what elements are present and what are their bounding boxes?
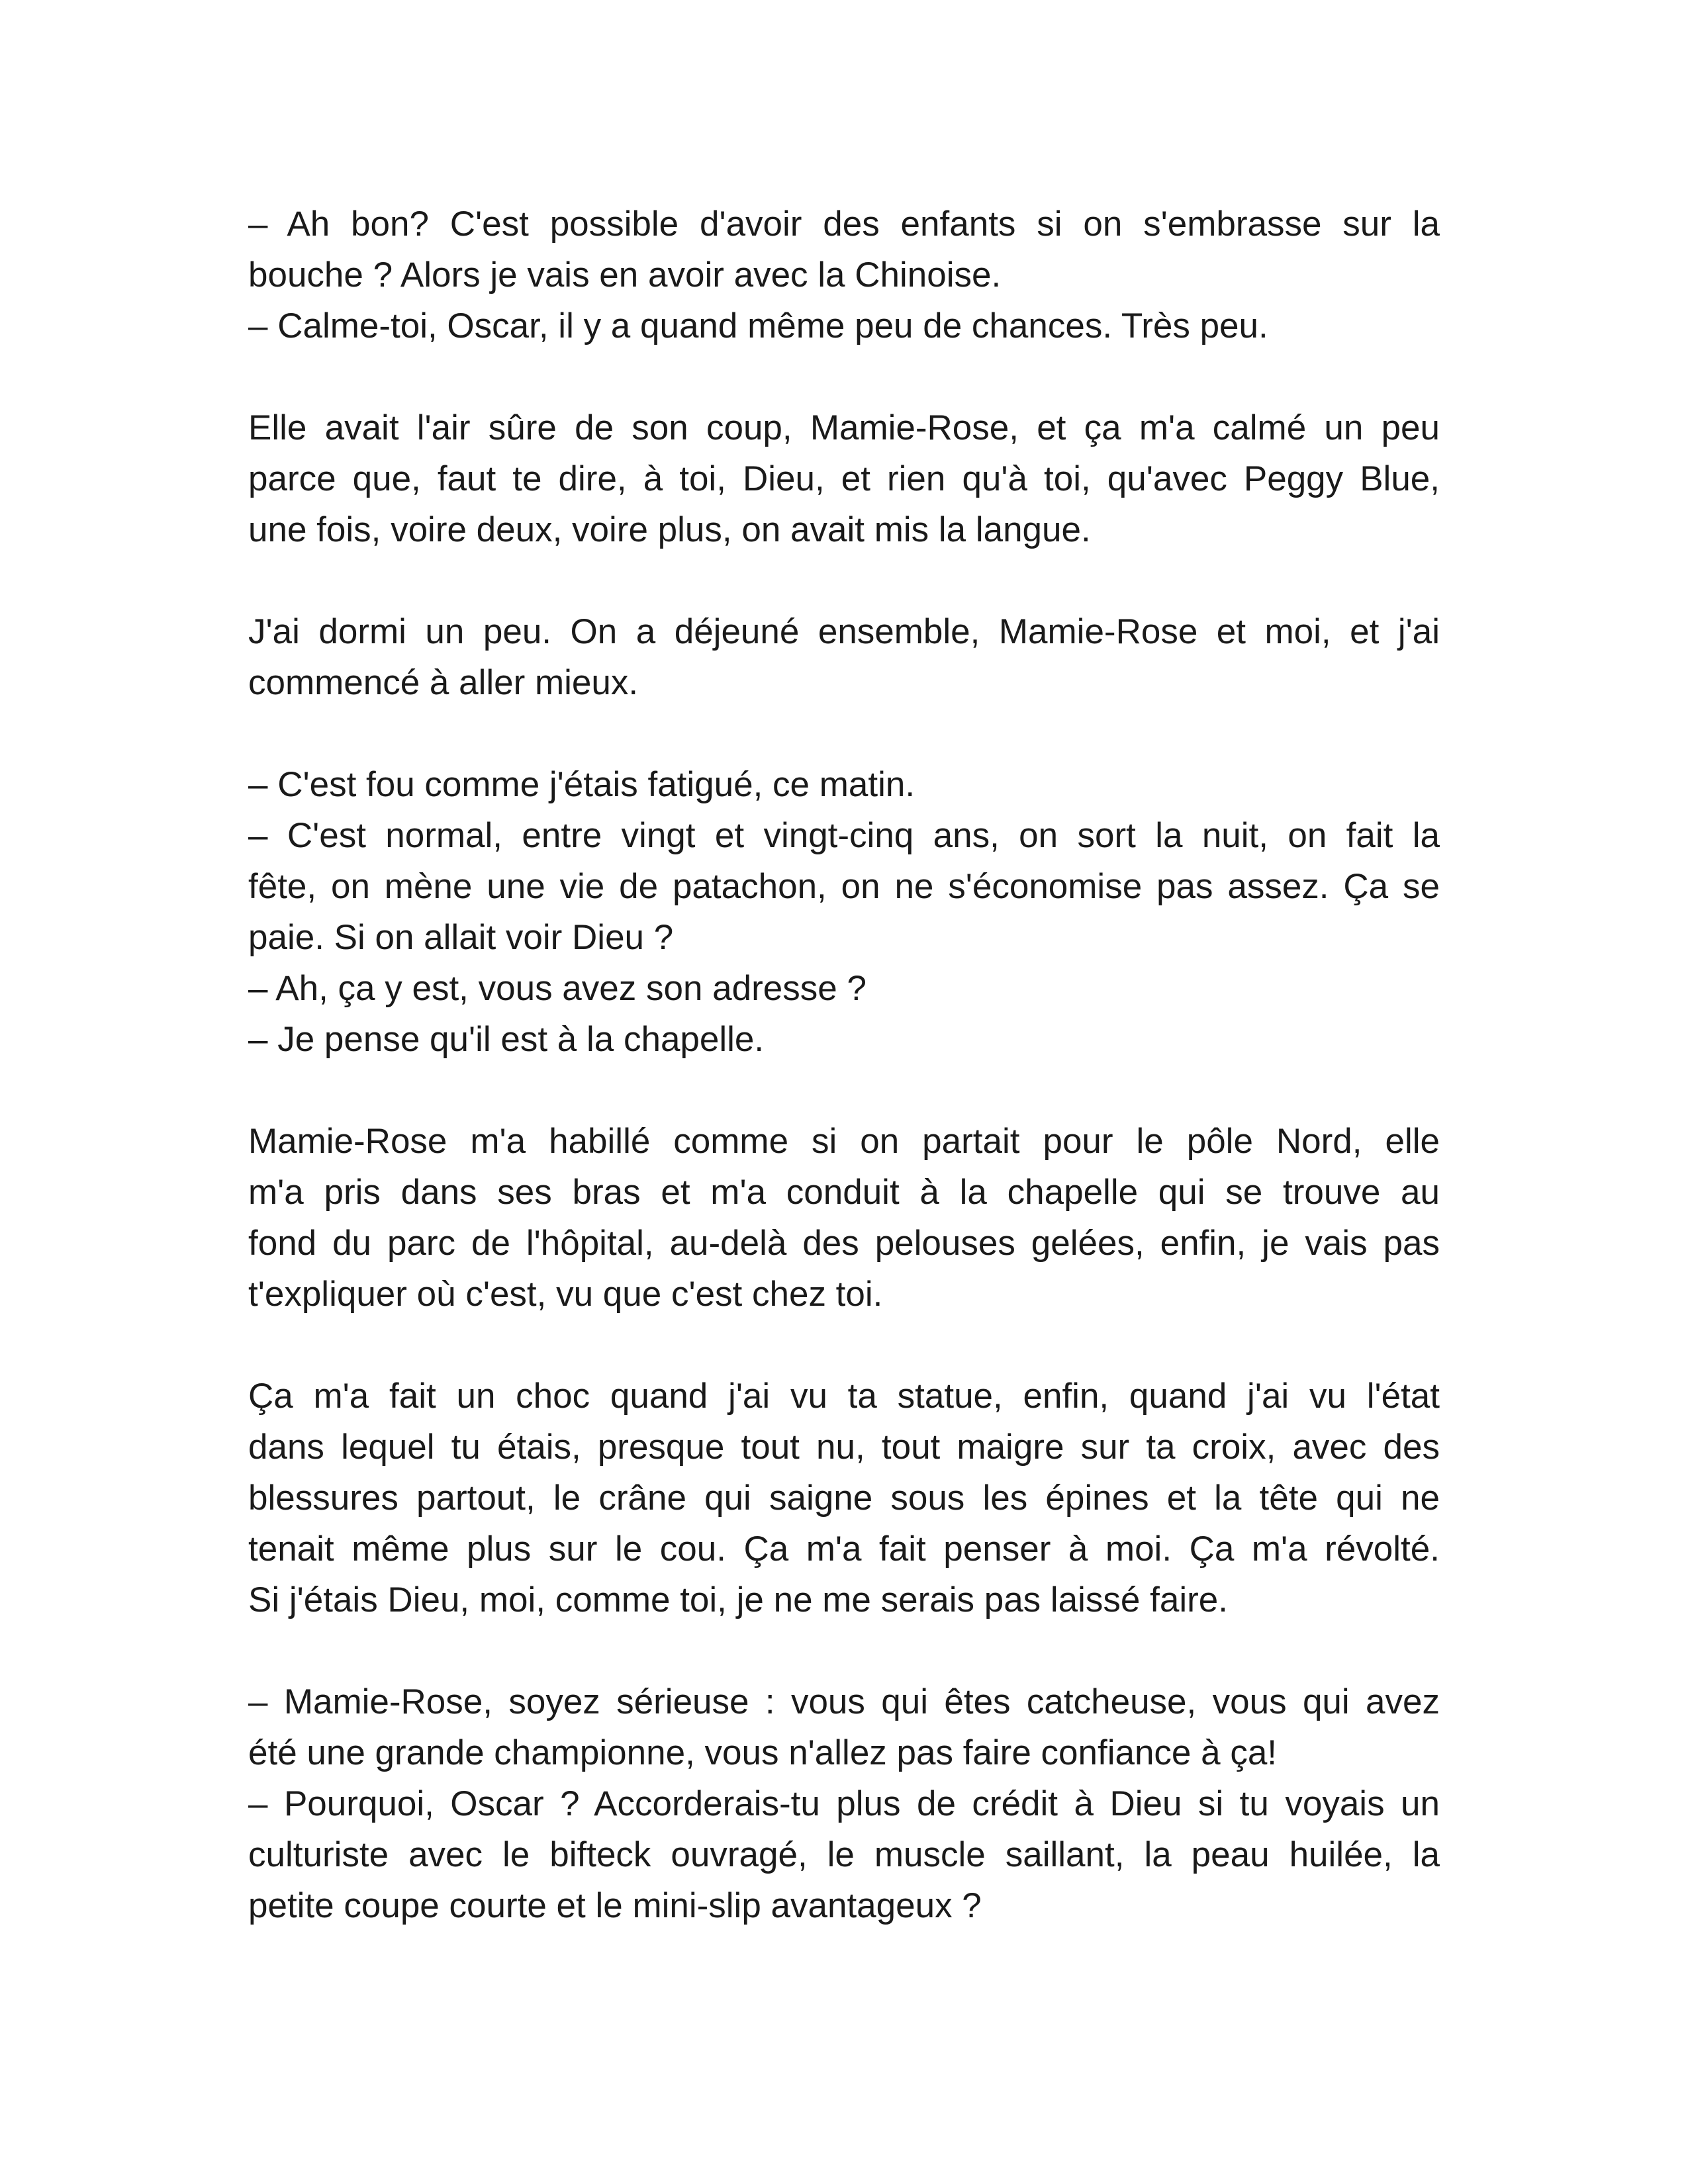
text-line: une fois, voire deux, voire plus, on avait mis la langue. <box>248 510 1091 549</box>
paragraph-3 <box>248 606 1440 708</box>
paragraph-gap <box>248 1065 1440 1116</box>
paragraph-dialogue-1 <box>248 199 1440 351</box>
text-line: commencé à aller mieux. <box>248 663 639 702</box>
paragraph-gap <box>248 1320 1440 1371</box>
text-line: – Calme-toi, Oscar, il y a quand même peu de chances. Très peu. <box>248 306 1268 345</box>
paragraph-gap <box>248 351 1440 402</box>
paragraph-gap <box>248 708 1440 759</box>
paragraph-gap <box>248 555 1440 606</box>
paragraph-2 <box>248 402 1440 555</box>
text-line: – Ah bon? C'est possible d'avoir des enfants si on s'embrasse sur la <box>248 205 1440 244</box>
paragraph-5 <box>248 1116 1440 1320</box>
text-line: fond du parc de l'hôpital, au-delà des pelouses gelées, enfin, je vais pas <box>248 1224 1440 1263</box>
text-line: t'expliquer où c'est, vu que c'est chez toi. <box>248 1275 883 1314</box>
text-line: Mamie-Rose m'a habillé comme si on partait pour le pôle Nord, elle <box>248 1122 1440 1161</box>
paragraph-6 <box>248 1371 1440 1625</box>
text-line: – Mamie-Rose, soyez sérieuse : vous qui êtes catcheuse, vous qui avez <box>248 1682 1440 1721</box>
text-line: – Ah, ça y est, vous avez son adresse ? <box>248 969 867 1008</box>
text-line: tenait même plus sur le cou. Ça m'a fait penser à moi. Ça m'a révolté. <box>248 1529 1440 1569</box>
text-line: culturiste avec le bifteck ouvragé, le muscle saillant, la peau huilée, la <box>248 1835 1440 1874</box>
text-line: petite coupe courte et le mini-slip avantageux ? <box>248 1886 982 1925</box>
text-line: été une grande championne, vous n'allez pas faire confiance à ça! <box>248 1733 1278 1772</box>
text-line: bouche ? Alors je vais en avoir avec la Chinoise. <box>248 255 1002 295</box>
text-line: – Je pense qu'il est à la chapelle. <box>248 1020 765 1059</box>
paragraph-dialogue-3 <box>248 1676 1440 1931</box>
text-line: Si j'étais Dieu, moi, comme toi, je ne me serais pas laissé faire. <box>248 1580 1228 1619</box>
paragraph-gap <box>248 1625 1440 1676</box>
paragraph-dialogue-2 <box>248 759 1440 1065</box>
text-line: m'a pris dans ses bras et m'a conduit à la chapelle qui se trouve au <box>248 1173 1440 1212</box>
body-text <box>248 199 1440 1931</box>
text-line: Ça m'a fait un choc quand j'ai vu ta statue, enfin, quand j'ai vu l'état <box>248 1377 1440 1416</box>
text-line: – C'est normal, entre vingt et vingt-cinq ans, on sort la nuit, on fait la <box>248 816 1440 855</box>
text-line: Elle avait l'air sûre de son coup, Mamie-Rose, et ça m'a calmé un peu <box>248 408 1440 447</box>
text-line: dans lequel tu étais, presque tout nu, tout maigre sur ta croix, avec des <box>248 1428 1440 1467</box>
text-line: blessures partout, le crâne qui saigne sous les épines et la tête qui ne <box>248 1479 1440 1518</box>
text-line: J'ai dormi un peu. On a déjeuné ensemble, Mamie-Rose et moi, et j'ai <box>248 612 1440 651</box>
text-line: – C'est fou comme j'étais fatigué, ce matin. <box>248 765 915 804</box>
text-line: fête, on mène une vie de patachon, on ne s'économise pas assez. Ça se <box>248 867 1440 906</box>
text-line: paie. Si on allait voir Dieu ? <box>248 918 674 957</box>
text-line: – Pourquoi, Oscar ? Accorderais-tu plus de crédit à Dieu si tu voyais un <box>248 1784 1440 1823</box>
text-line: parce que, faut te dire, à toi, Dieu, et rien qu'à toi, qu'avec Peggy Blue, <box>248 459 1440 498</box>
